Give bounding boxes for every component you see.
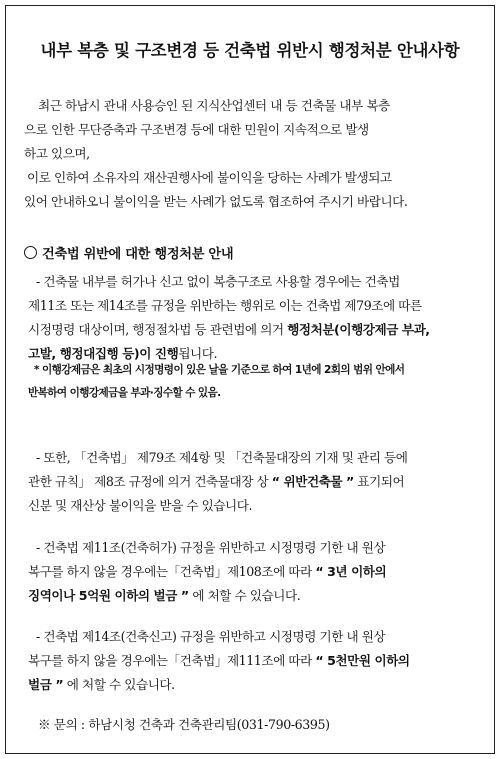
penalty-item-4 [28, 625, 410, 697]
item-line [28, 649, 410, 673]
intro-paragraph-1 [24, 94, 390, 166]
notice-title: 내부 복층 및 구조변경 등 건축법 위반시 행정처분 안내사항 [40, 41, 460, 60]
item-text: 복구를 하지 않을 경우에는「건축법」제108조에 따라 [28, 564, 316, 579]
item-text: 시정명령 대상이며, 행정절차법 등 관련법에 의거 [28, 322, 288, 337]
intro-line: 최근 하남시 관내 사용승인 된 지식산업센터 내 등 건축물 내부 복층 [38, 98, 390, 113]
item-line: 신분 및 재산상 불이익을 받을 수 있습니다. [28, 498, 253, 513]
emphasis-text: 고발, 행정대집행 등)이 진행 [28, 346, 179, 361]
item-line: - 건축법 제14조(건축신고) 규정을 위반하고 시정명령 기한 내 원상 [36, 629, 386, 644]
item-line [28, 470, 407, 494]
item-line: 제11조 또는 제14조를 규정을 위반하는 행위로 이는 건축법 제79조에 따른 [28, 298, 422, 313]
emphasis-text: “ 5천만원 이하의 [315, 653, 410, 668]
item-text: 됩니다. [178, 346, 218, 361]
intro-line: 하고 있으며, [24, 146, 90, 161]
penalty-item-1 [28, 270, 430, 366]
item-line [28, 560, 386, 584]
item-text: 표기되어 [353, 474, 405, 489]
note-line: 반복하여 이행강제금을 부과·징수할 수 있음. [28, 387, 221, 399]
intro-line: 있어 안내하오니 불이익을 받는 사례가 없도록 협조하여 주시기 바랍니다. [24, 194, 408, 209]
item-text: 관한 규칙」 제8조 규정에 의거 건축물대장 상 [28, 474, 272, 489]
emphasis-text: “ 3년 이하의 [315, 564, 387, 579]
item-line [28, 318, 430, 342]
penalty-item-3 [28, 536, 386, 608]
section-heading [24, 243, 233, 262]
emphasis-text: 행정처분(이행강제금 부과, [287, 322, 430, 337]
penalty-note [28, 359, 404, 405]
item-text: 에 처할 수 있습니다. [192, 588, 301, 603]
item-line: - 건축법 제11조(건축허가) 규정을 위반하고 시정명령 기한 내 원상 [36, 540, 386, 555]
note-line: * 이행강제금은 최초의 시정명령이 있은 날을 기준으로 하여 1년에 2회의 범위 안에서 [34, 364, 405, 376]
notice-frame [5, 5, 495, 754]
intro-line: 으로 인한 무단증축과 구조변경 등에 대한 민원이 지속적으로 발생 [24, 122, 369, 137]
item-line: - 건축물 내부를 허가나 신고 없이 복층구조로 사용할 경우에는 건축법 [36, 274, 400, 289]
intro-paragraph-2 [24, 166, 407, 214]
penalty-item-2 [28, 446, 407, 518]
emphasis-text: 징역이나 5억원 이하의 벌금 ” [28, 588, 189, 603]
emphasis-text: 벌금 ” [28, 677, 64, 692]
intro-line: 이로 인하여 소유자의 재산권행사에 불이익을 당하는 사례가 발생되고 [27, 170, 392, 185]
item-line [28, 673, 410, 697]
contact-info: ※ 문의 : 하남시청 건축과 건축관리팀(031-790-6395) [38, 717, 330, 732]
circle-bullet-icon [24, 246, 37, 259]
item-text: 복구를 하지 않을 경우에는「건축법」제111조에 따라 [28, 653, 316, 668]
item-line [28, 584, 386, 608]
item-line: - 또한, 「건축법」 제79조 제4항 및 「건축물대장의 기재 및 관리 등에 [36, 450, 408, 465]
section-heading-text: 건축법 위반에 대한 행정처분 안내 [42, 247, 234, 262]
emphasis-text: “ 위반건축물 ” [271, 474, 354, 489]
item-text: 에 처할 수 있습니다. [66, 677, 175, 692]
